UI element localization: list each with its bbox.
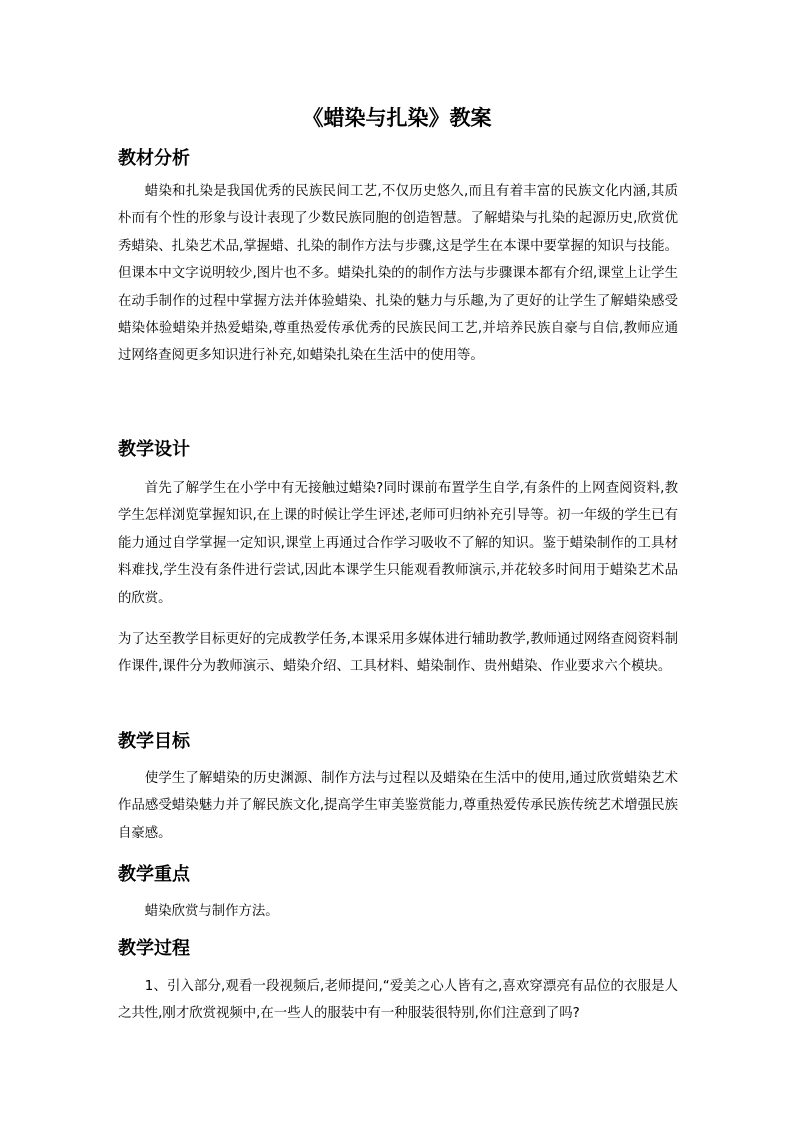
section-heading-analysis: 教材分析 [118,148,190,169]
section-paragraph: 使学生了解蜡染的历史渊源、制作方法与过程以及蜡染在生活中的使用,通过欣赏蜡染艺术作品感受蜡染魅力并了解民族文化,提高学生审美鉴赏能力,尊重热爱传承民族传统艺术增强民族自豪感。 [118,771,678,841]
document-title: 《蜡染与扎染》教案 [302,106,492,130]
section-paragraph: 首先了解学生在小学中有无接触过蜡染?同时课前布置学生自学,有条件的上网查阅资料,教学生怎样浏览掌握知识,在上课的时候让学生评述,老师可归纳补充引导等。初一年级的学生已有能力通过自学掌握一定知识,课堂上再通过合作学习吸收不了解的知识。鉴于蜡染制作的工具材料难找,学生没有条件进行尝试,因此本课学生只能观看教师演示,并花较多时间用于蜡染艺术品的欣赏。 [118,481,678,606]
section-heading-design: 教学设计 [118,439,190,460]
section-paragraph: 为了达至教学目标更好的完成教学任务,本课采用多媒体进行辅助教学,教师通过网络查阅资料制作课件,课件分为教师演示、蜡染介绍、工具材料、蜡染制作、贵州蜡染、作业要求六个模块。 [118,632,678,675]
section-paragraph: 蜡染欣赏与制作方法。 [144,904,279,919]
section-heading-keypoints: 教学重点 [118,864,190,885]
section-paragraph: 1、引入部分,观看一段视频后,老师提问,“爱美之心人皆有之,喜欢穿漂亮有品位的衣服是人之共性,刚才欣赏视频中,在一些人的服装中有一种服装很特别,你们注意到了吗? [118,979,678,1022]
section-heading-process: 教学过程 [118,938,190,959]
section-heading-objectives: 教学目标 [118,731,190,752]
section-paragraph: 蜡染和扎染是我国优秀的民族民间工艺,不仅历史悠久,而且有着丰富的民族文化内涵,其质朴而有个性的形象与设计表现了少数民族同胞的创造智慧。了解蜡染与扎染的起源历史,欣赏优秀蜡染、扎染艺术品,掌握蜡、扎染的制作方法与步骤,这是学生在本课中要掌握的知识与技能。但课本中文字说明较少,图片也不多。蜡染扎染的的制作方法与步骤课本都有介绍,课堂上让学生在动手制作的过程中掌握方法并体验蜡染、扎染的魅力与乐趣,为了更好的让学生了解蜡染感受蜡染体验蜡染并热爱蜡染,尊重热爱传承优秀的民族民间工艺,并培养民族自豪与自信,教师应通过网络查阅更多知识进行补充,如蜡染扎染在生活中的使用等。 [118,184,678,364]
